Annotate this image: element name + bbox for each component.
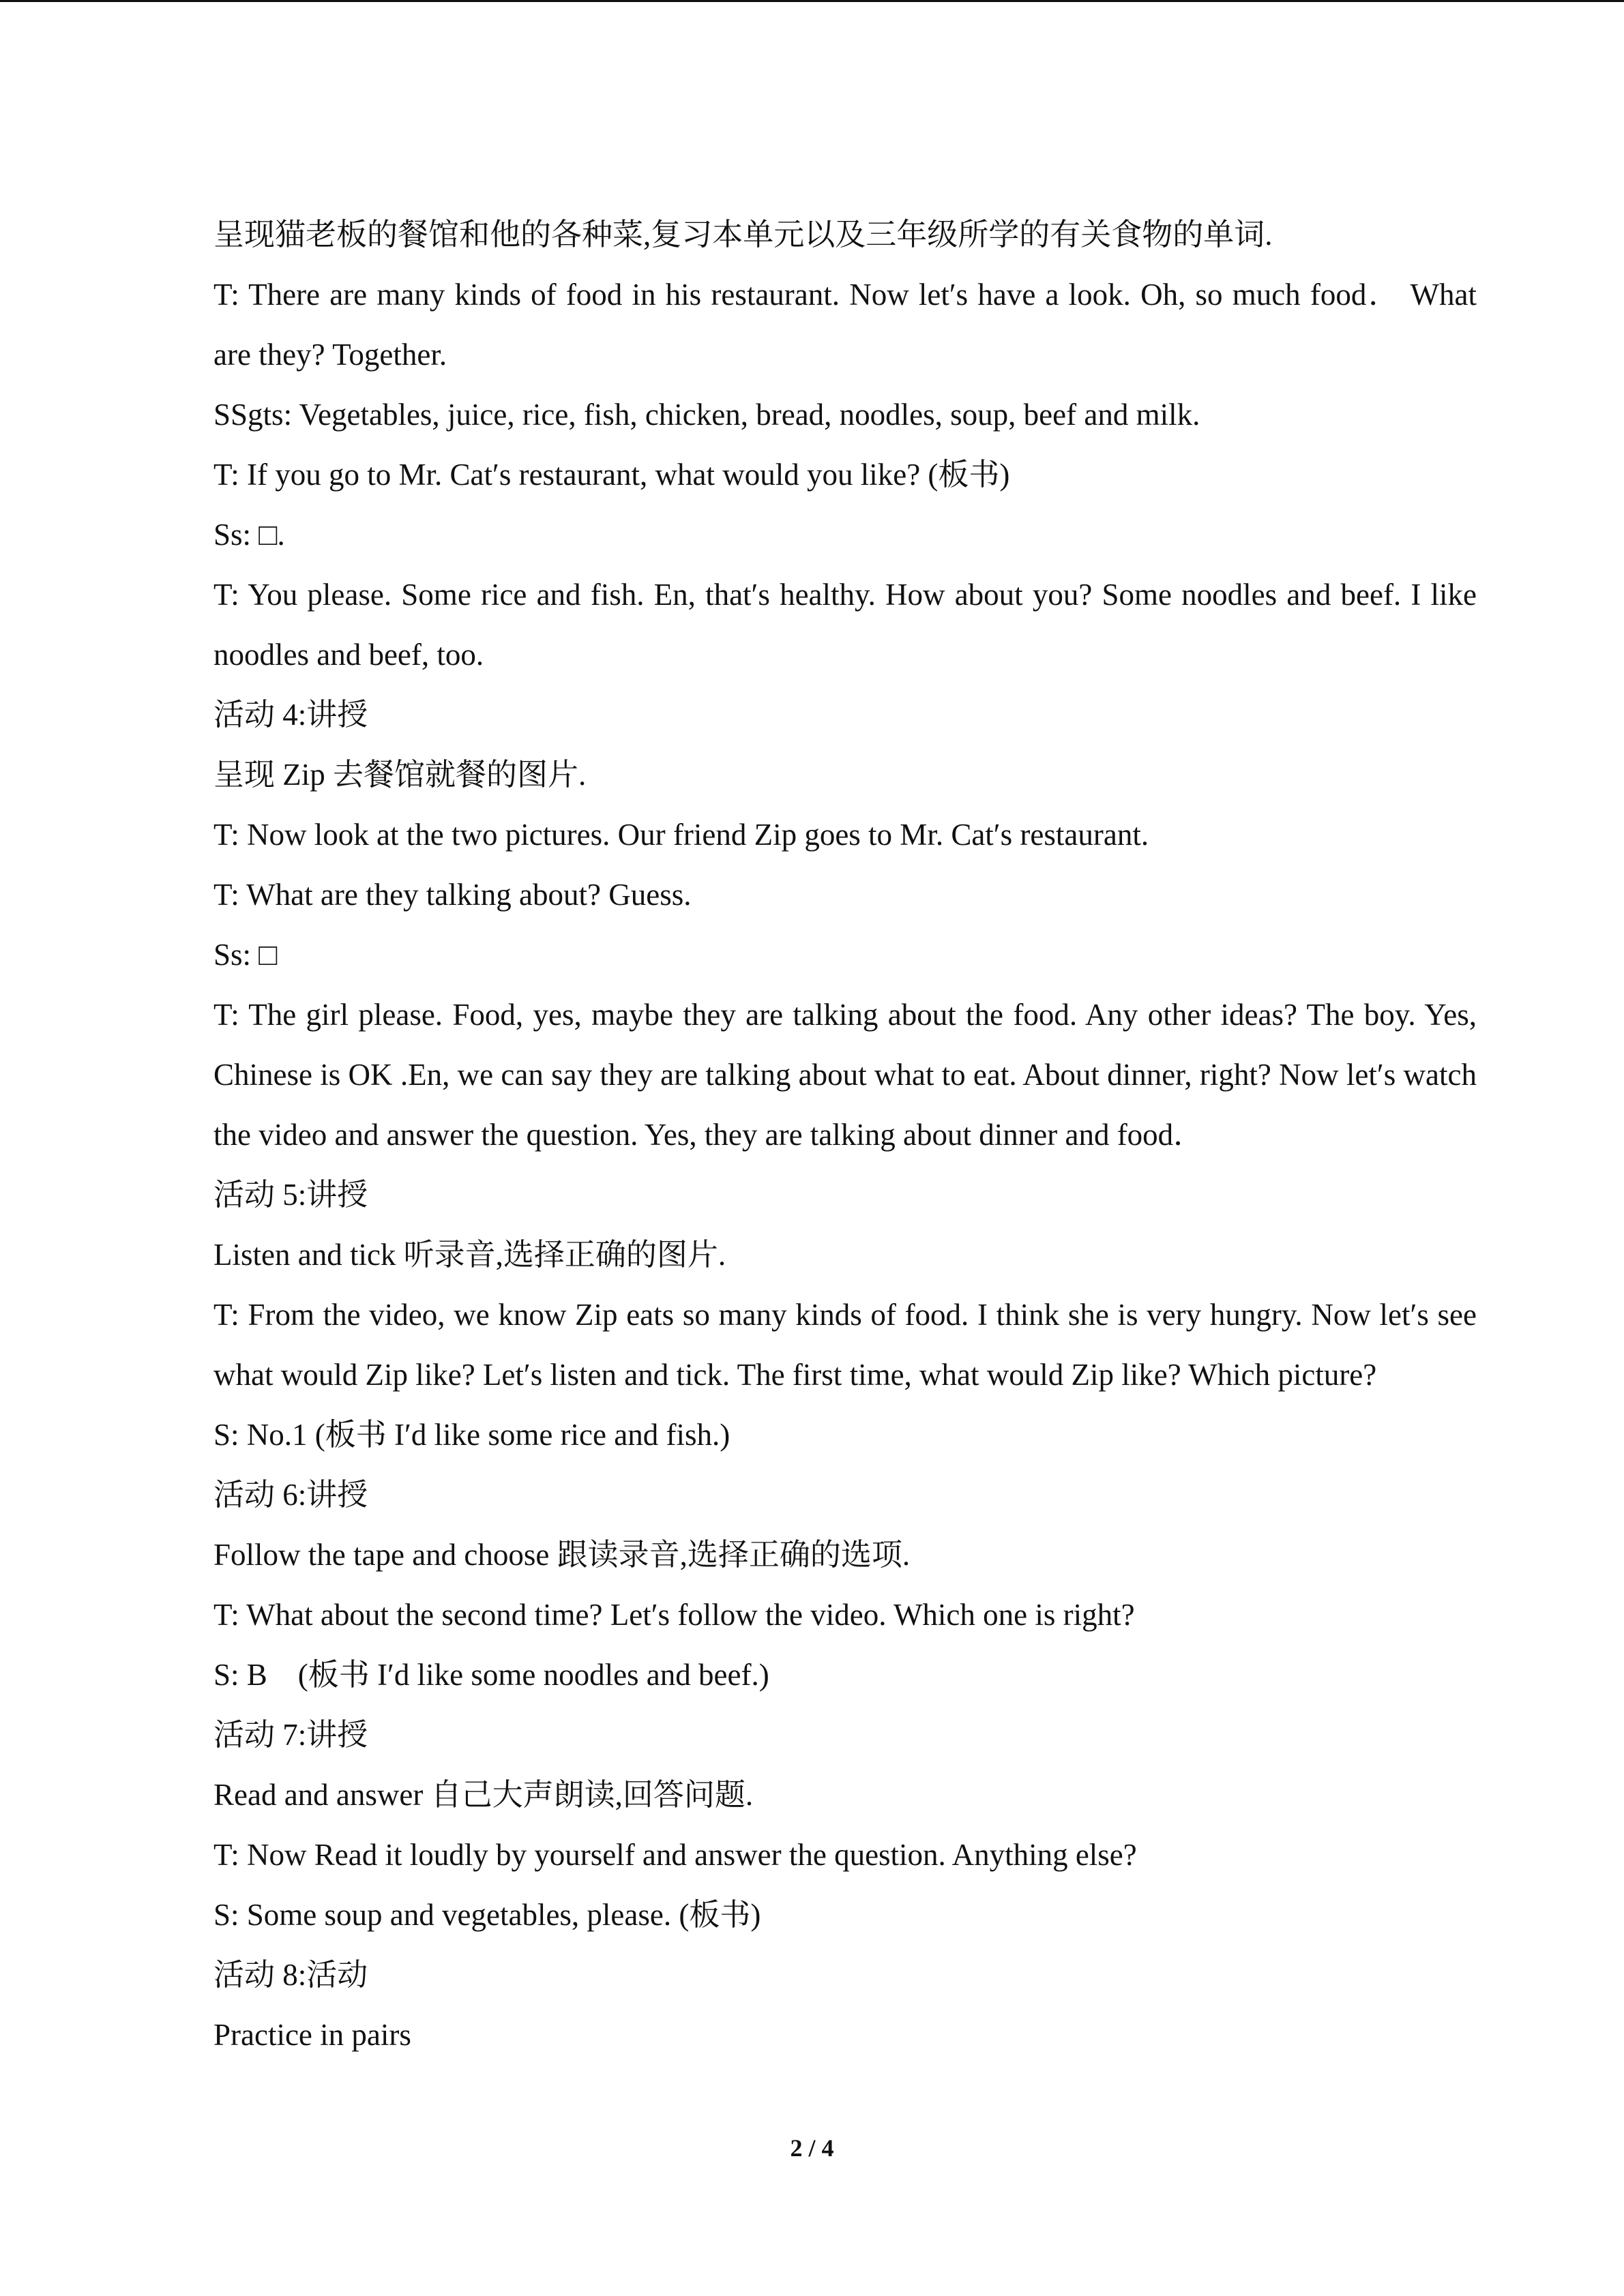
paragraph-teacher-two-pictures: T: Now look at the two pictures. Our friend Zip goes to Mr. Cat′s restaurant. <box>213 818 1149 852</box>
document-body <box>147 205 1477 2065</box>
paragraph-students-answer: Ss: □. <box>213 518 285 552</box>
paragraph-listen-and-tick: Listen and tick 听录音,选择正确的图片. <box>213 1238 726 1272</box>
activity-6-heading: 活动 6:讲授 <box>213 1478 368 1512</box>
paragraph-teacher-question: T: If you go to Mr. Cat′s restaurant, what would you like? (板书) <box>213 458 1010 492</box>
paragraph-students-guess: Ss: □ <box>213 938 278 972</box>
activity-7-heading: 活动 7:讲授 <box>213 1718 368 1752</box>
paragraph-intro-review: 呈现猫老板的餐馆和他的各种菜,复习本单元以及三年级所学的有关食物的单词. <box>213 218 1273 252</box>
paragraph-teacher-second-time: T: What about the second time? Let′s follow the video. Which one is right? <box>213 1598 1135 1632</box>
paragraph-students-food-list: SSgts: Vegetables, juice, rice, fish, chicken, bread, noodles, soup, beef and milk. <box>213 398 1200 432</box>
paragraph-teacher-video: T: From the video, we know Zip eats so many kinds of food. I think she is very hungry. Now let′s see what would Zip like? Let′s listen and tick. The first time, what would Zip like? Which picture? <box>213 1298 1477 1392</box>
paragraph-read-and-answer: Read and answer 自己大声朗读,回答问题. <box>213 1778 754 1812</box>
paragraph-teacher-response: T: You please. Some rice and fish. En, that′s healthy. How about you? Some noodles and beef. I like noodles and beef, too. <box>213 578 1477 672</box>
activity-8-heading: 活动 8:活动 <box>213 1958 368 1992</box>
paragraph-teacher-read-loudly: T: Now Read it loudly by yourself and answer the question. Anything else? <box>213 1838 1137 1872</box>
paragraph-teacher-food-kinds: T: There are many kinds of food in his restaurant. Now let′s have a look. Oh, so much food． What are they? Together. <box>213 278 1477 372</box>
paragraph-follow-tape: Follow the tape and choose 跟读录音,选择正确的选项. <box>213 1538 911 1572</box>
paragraph-teacher-discussion: T: The girl please. Food, yes, maybe they are talking about the food. Any other ideas? The boy. Yes, Chinese is OK .En, we can say they are talking about what to eat. About dinner, right? Now let′s watch the video and answer the question. Yes, they are talking about dinner and food． <box>213 998 1477 1152</box>
page-number: 2 / 4 <box>790 2134 834 2162</box>
paragraph-teacher-guess: T: What are they talking about? Guess. <box>213 878 692 912</box>
activity-4-heading: 活动 4:讲授 <box>213 698 368 732</box>
paragraph-zip-picture: 呈现 Zip 去餐馆就餐的图片. <box>213 758 587 792</box>
top-border-line <box>0 0 1624 2</box>
paragraph-student-soup: S: Some soup and vegetables, please. (板书) <box>213 1898 761 1932</box>
paragraph-student-no1: S: No.1 (板书 I′d like some rice and fish.) <box>213 1418 730 1452</box>
paragraph-practice-pairs: Practice in pairs <box>213 2018 411 2052</box>
activity-5-heading: 活动 5:讲授 <box>213 1178 368 1212</box>
paragraph-student-b: S: B (板书 I′d like some noodles and beef.) <box>213 1658 769 1692</box>
